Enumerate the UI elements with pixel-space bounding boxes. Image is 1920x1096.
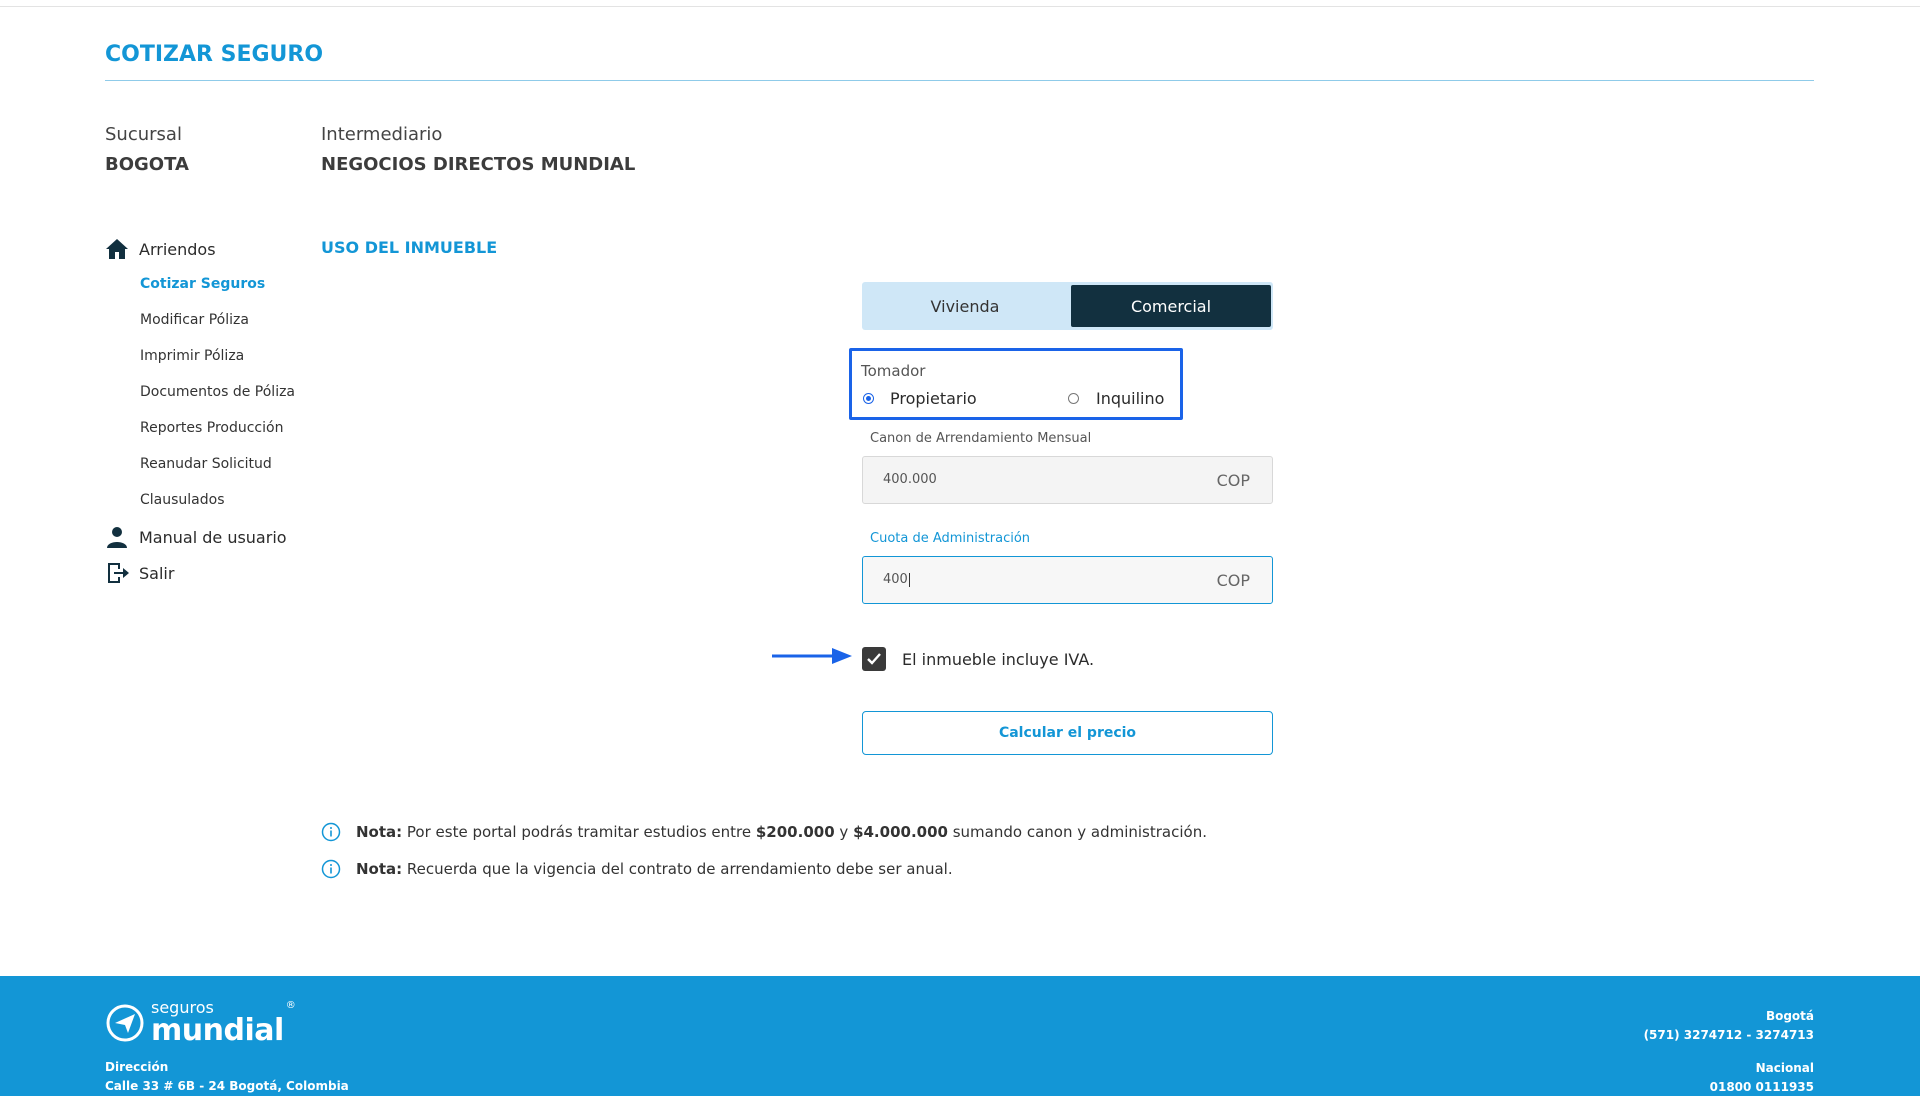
note-text: y bbox=[834, 823, 854, 841]
note-vigencia bbox=[321, 859, 953, 879]
home-icon bbox=[105, 237, 129, 261]
user-icon bbox=[105, 525, 129, 549]
intermediario-value: NEGOCIOS DIRECTOS MUNDIAL bbox=[321, 154, 636, 175]
radio-propietario[interactable] bbox=[863, 393, 874, 404]
check-icon bbox=[866, 651, 882, 667]
logo-big-text: mundial bbox=[151, 1013, 284, 1048]
sidebar-item-cotizar-seguros[interactable]: Cotizar Seguros bbox=[140, 276, 266, 292]
toggle-comercial[interactable]: Comercial bbox=[1071, 285, 1271, 327]
footer bbox=[0, 976, 1920, 1096]
direccion-value: Calle 33 # 6B - 24 Bogotá, Colombia bbox=[105, 1079, 349, 1093]
cuota-value: 400 bbox=[883, 572, 908, 587]
arrow-right-icon bbox=[772, 646, 852, 666]
radio-inquilino[interactable] bbox=[1068, 393, 1079, 404]
sidebar-item-label: Manual de usuario bbox=[139, 527, 287, 547]
iva-checkbox[interactable] bbox=[862, 647, 886, 671]
sidebar-item-arriendos[interactable] bbox=[105, 237, 216, 261]
canon-input[interactable] bbox=[862, 456, 1273, 504]
sidebar-item-reanudar-solicitud[interactable]: Reanudar Solicitud bbox=[140, 456, 272, 472]
top-divider bbox=[0, 6, 1920, 7]
note-rango bbox=[321, 822, 1207, 842]
page-title: COTIZAR SEGURO bbox=[105, 42, 324, 67]
sidebar-item-reportes-produccion[interactable]: Reportes Producción bbox=[140, 420, 284, 436]
sidebar-item-imprimir-poliza[interactable]: Imprimir Póliza bbox=[140, 348, 245, 364]
radio-inquilino-label[interactable]: Inquilino bbox=[1096, 389, 1165, 408]
city-nacional: Nacional bbox=[1755, 1061, 1814, 1075]
iva-checkbox-label[interactable]: El inmueble incluye IVA. bbox=[902, 650, 1095, 669]
sidebar-item-clausulados[interactable]: Clausulados bbox=[140, 492, 225, 508]
seguros-mundial-logo bbox=[105, 998, 296, 1048]
text-cursor bbox=[909, 573, 910, 587]
info-icon bbox=[321, 822, 341, 842]
direccion-label: Dirección bbox=[105, 1060, 169, 1074]
cuota-currency: COP bbox=[1216, 571, 1250, 590]
note-prefix: Nota: bbox=[356, 860, 403, 878]
sidebar-item-salir[interactable] bbox=[105, 561, 174, 585]
canon-value: 400.000 bbox=[883, 472, 937, 487]
section-title: USO DEL INMUEBLE bbox=[321, 238, 498, 257]
info-icon bbox=[321, 859, 341, 879]
sidebar-item-manual-usuario[interactable] bbox=[105, 525, 287, 549]
intermediario-label: Intermediario bbox=[321, 124, 443, 145]
sidebar-item-label: Arriendos bbox=[139, 239, 216, 259]
logout-icon bbox=[105, 561, 129, 585]
note-text: sumando canon y administración. bbox=[947, 823, 1207, 841]
note-min-amount: $200.000 bbox=[755, 823, 835, 841]
phone-bogota: (571) 3274712 - 3274713 bbox=[1643, 1028, 1814, 1042]
toggle-vivienda[interactable]: Vivienda bbox=[930, 296, 1000, 316]
paper-plane-logo-icon bbox=[105, 1003, 145, 1043]
calcular-precio-button[interactable]: Calcular el precio bbox=[862, 711, 1273, 755]
tomador-label: Tomador bbox=[861, 362, 926, 380]
radio-propietario-label[interactable]: Propietario bbox=[890, 389, 977, 408]
cuota-label: Cuota de Administración bbox=[870, 531, 1031, 546]
phone-nacional: 01800 0111935 bbox=[1709, 1080, 1814, 1094]
title-divider bbox=[105, 80, 1814, 81]
canon-label: Canon de Arrendamiento Mensual bbox=[870, 431, 1092, 446]
sucursal-label: Sucursal bbox=[105, 124, 182, 145]
logo-small-text: seguros bbox=[151, 998, 214, 1017]
note-text: Por este portal podrás tramitar estudios entre bbox=[402, 823, 756, 841]
sucursal-value: BOGOTA bbox=[105, 154, 189, 175]
sidebar-item-modificar-poliza[interactable]: Modificar Póliza bbox=[140, 312, 249, 328]
uso-toggle bbox=[862, 282, 1273, 330]
note-text: Recuerda que la vigencia del contrato de arrendamiento debe ser anual. bbox=[402, 860, 953, 878]
cuota-input[interactable] bbox=[862, 556, 1273, 604]
city-bogota: Bogotá bbox=[1765, 1009, 1814, 1023]
logo-registered-mark: ® bbox=[285, 1000, 296, 1011]
canon-currency: COP bbox=[1216, 471, 1250, 490]
sidebar-item-label: Salir bbox=[139, 563, 175, 583]
note-max-amount: $4.000.000 bbox=[853, 823, 948, 841]
tomador-highlight bbox=[849, 348, 1183, 420]
sidebar-item-documentos-poliza[interactable]: Documentos de Póliza bbox=[140, 384, 296, 400]
note-prefix: Nota: bbox=[356, 823, 403, 841]
